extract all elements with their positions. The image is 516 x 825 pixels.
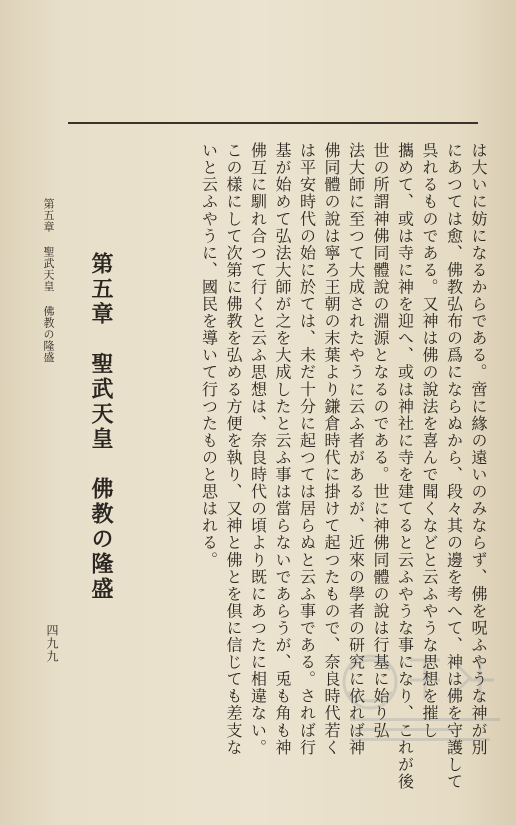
body-line: 佛同體の說は寧ろ王朝の末葉より鎌倉時代に掛けて起つたもので、奈良時代若く <box>322 142 341 756</box>
header-rule <box>68 122 478 124</box>
chapter-title: 第五章 聖武天皇 佛教の隆盛 <box>88 252 114 602</box>
body-line: 佛互に馴れ合つて行くと云ふ思想は、奈良時代の頃より既にあつたに相違ない。 <box>248 142 268 756</box>
body-line: にあつては愈、佛教弘布の爲にならぬから、段々其の邊を考へて、神は佛を守護して <box>444 142 464 790</box>
library-watermark-logo <box>330 640 516 750</box>
body-line: は平安時代の始に於ては、未だ十分に起つては居らぬと云ふ事である。されば行 <box>297 142 317 756</box>
body-line: 攜めて、或は寺に神を迎へ、或は神社に寺を建てると云ふやうな事になり、これが後 <box>395 142 415 790</box>
body-line: 基が始めて弘法大師が之を大成したと云ふ事は當らないであらうが、兎も角も神 <box>273 142 292 756</box>
body-line: 法大師に至つて大成されたやうに云ふ者があるが、近來の學者の研究に依れば神 <box>346 142 366 756</box>
page-number: 四九九 <box>45 624 59 663</box>
running-header: 第五章 聖武天皇 佛教の隆盛 <box>42 198 55 363</box>
body-line: 呉れるものである。又神は佛の說法を喜んで聞くなどと云ふやうな思想を摧し <box>420 142 439 739</box>
body-line: いと云ふやうに、國民を導いて行つたものと思はれる。 <box>199 142 219 569</box>
body-line: は大いに妨になるからである。啻に緣の遠いのみならず、佛を呪ふやうな神が別 <box>469 142 488 756</box>
body-line: 世の所謂神佛同體說の淵源となるのである。世に神佛同體の說は行基に始り弘 <box>371 142 390 739</box>
body-line: この樣にして次第に佛教を弘める方便を執り、又神と佛とを倶に信じても差支な <box>224 142 243 756</box>
